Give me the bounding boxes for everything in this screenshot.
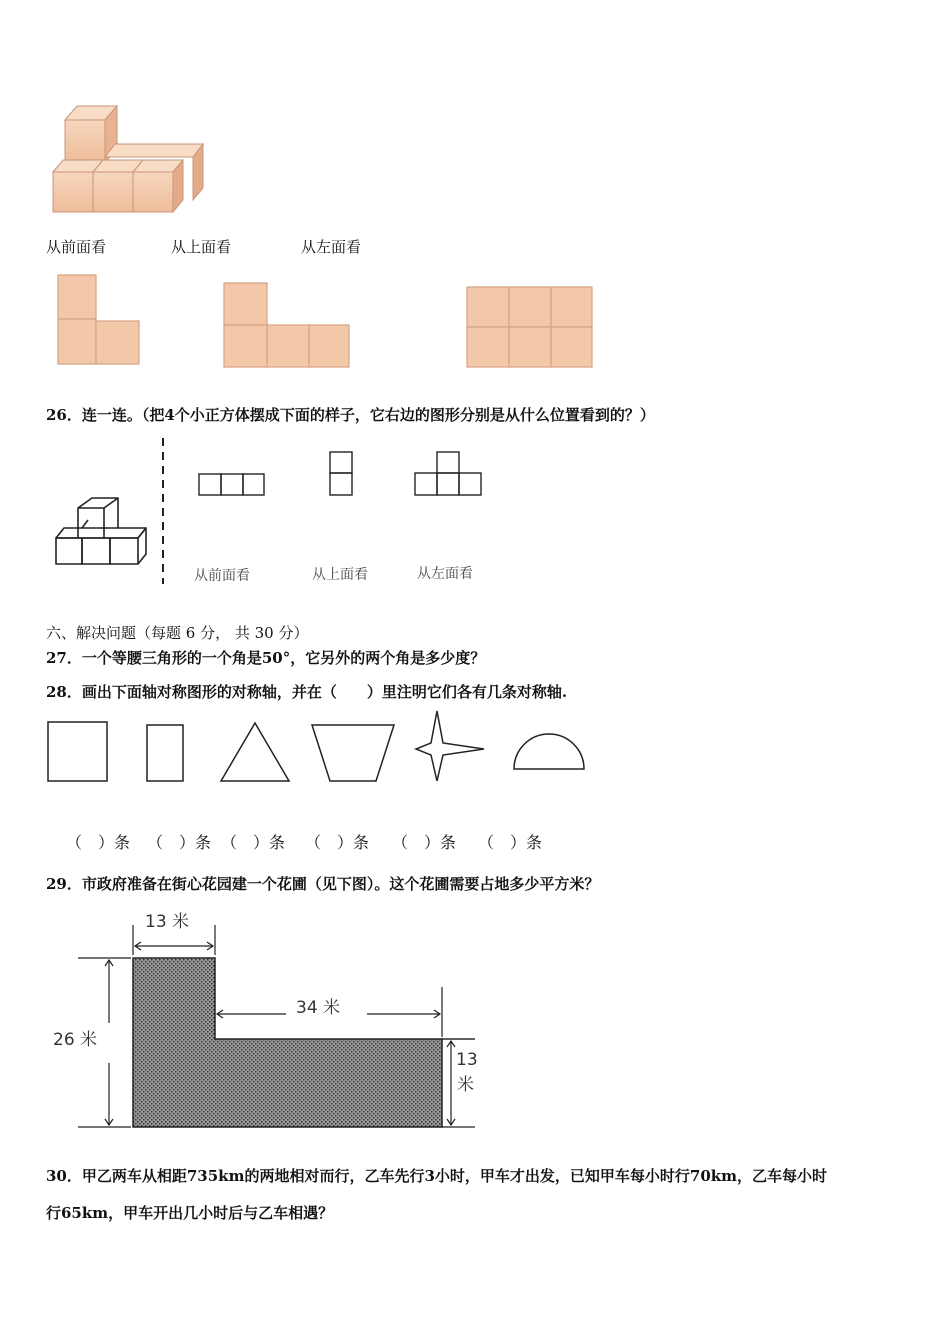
q29-question: 29．市政府准备在街心花园建一个花圃（见下图）。这个花圃需要占地多少平方米？ xyxy=(46,875,600,893)
q26-view-3 xyxy=(413,450,485,498)
q28-answer-blank-5[interactable]: （ ）条 xyxy=(392,833,457,852)
q28-answer-blank-3[interactable]: （ ）条 xyxy=(221,833,286,852)
q26-cube-sketch xyxy=(48,490,153,570)
dim-left-label: 26 米 xyxy=(53,1030,98,1050)
dim-right-unit: 米 xyxy=(457,1075,474,1095)
dim-top-label: 13 米 xyxy=(145,912,190,932)
q28-question: 28．画出下面轴对称图形的对称轴，并在（ ）里注明它们各有几条对称轴. xyxy=(46,683,568,701)
dim-middle-label: 34 米 xyxy=(296,998,341,1018)
q26-dashed-divider xyxy=(158,438,168,584)
semicircle-shape xyxy=(514,734,584,769)
square-shape xyxy=(48,722,107,781)
q26-question: 26．连一连。（把4个小正方体摆成下面的样子，它右边的图形分别是从什么位置看到的？） xyxy=(46,406,655,424)
q25-view-shape-3 xyxy=(465,285,595,369)
q26-label-left: 从左面看 xyxy=(417,566,473,582)
q25-view-shape-2 xyxy=(222,281,354,371)
q25-label-top: 从上面看 xyxy=(171,238,232,256)
q28-answer-blank-1[interactable]: （ ）条 xyxy=(66,833,131,852)
garden-shape xyxy=(133,958,442,1127)
q28-answer-blank-4[interactable]: （ ）条 xyxy=(305,833,370,852)
q28-shapes xyxy=(40,705,600,790)
dim-right-number: 13 xyxy=(456,1050,478,1070)
triangle-shape xyxy=(221,723,289,781)
q28-answer-blank-6[interactable]: （ ）条 xyxy=(478,833,543,852)
rectangle-shape xyxy=(147,725,183,781)
q26-label-front: 从前面看 xyxy=(194,568,250,584)
section-6-title: 六、解决问题（每题 6 分， 共 30 分） xyxy=(46,624,309,642)
q25-view-shape-1 xyxy=(55,272,145,368)
q29-garden-diagram xyxy=(45,905,490,1140)
q26-view-2 xyxy=(327,450,355,498)
q27-question: 27．一个等腰三角形的一个角是50°，它另外的两个角是多少度？ xyxy=(46,649,486,667)
q26-label-top: 从上面看 xyxy=(312,567,368,583)
q25-cube-stack xyxy=(45,100,210,220)
q25-label-left: 从左面看 xyxy=(301,238,362,256)
q30-question-line-2: 行65km，甲车开出几小时后与乙车相遇？ xyxy=(46,1204,334,1222)
trapezoid-shape xyxy=(312,725,394,781)
q28-answer-blank-2[interactable]: （ ）条 xyxy=(147,833,212,852)
q25-label-front: 从前面看 xyxy=(46,238,107,256)
q26-view-1 xyxy=(197,472,267,498)
q30-question-line-1: 30．甲乙两车从相距735km的两地相对而行，乙车先行3小时，甲车才出发，已知甲车每小时行70km，乙车每小时 xyxy=(46,1167,828,1185)
star-shape xyxy=(416,711,484,781)
